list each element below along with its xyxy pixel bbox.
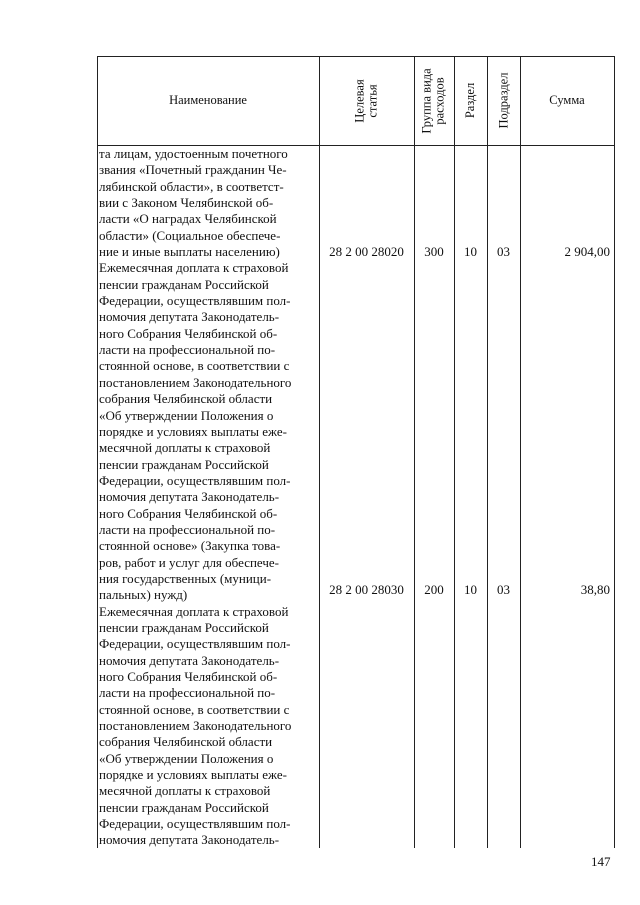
name-line: месячной доплаты к страховой	[99, 783, 271, 799]
name-line: вии с Законом Челябинской об-	[99, 195, 274, 211]
row1-group: 300	[424, 244, 444, 259]
col-divider	[319, 56, 320, 848]
name-line: та лицам, удостоенным почетного	[99, 146, 288, 161]
header-section-text: Раздел	[463, 82, 478, 119]
name-line: звания «Почетный гражданин Че-	[99, 162, 287, 178]
name-line: номочия депутата Законодатель-	[99, 309, 280, 325]
name-line: стоянной основе» (Закупка това-	[99, 538, 281, 554]
name-line: пенсии гражданам Российской	[99, 456, 269, 472]
name-line: лябинской области», в соответст-	[99, 178, 284, 194]
header-target-line: статья	[365, 83, 380, 118]
name-line: ласти «О наградах Челябинской	[99, 211, 277, 227]
header-target-text	[354, 79, 380, 122]
name-line: порядке и условиях выплаты еже-	[99, 423, 287, 439]
col-divider	[520, 56, 521, 848]
name-line: номочия депутата Законодатель-	[99, 832, 280, 848]
row1-section: 10	[464, 244, 477, 259]
name-line: ного Собрания Челябинской об-	[99, 669, 278, 684]
name-line: Ежемесячная доплата к страховой	[99, 603, 289, 619]
name-line: постановлением Законодательного	[99, 718, 292, 734]
header-section	[454, 56, 487, 145]
header-sum-text: Сумма	[549, 93, 585, 107]
col-divider	[454, 56, 455, 848]
row2-sum: 38,80	[580, 582, 610, 597]
name-line: номочия депутата Законодатель-	[99, 489, 280, 505]
name-line: пальных) нужд)	[99, 587, 188, 603]
name-line: месячной доплаты к страховой	[99, 440, 271, 456]
name-line: Федерации, осуществлявшим пол-	[99, 636, 291, 652]
header-subsection-text: Подраздел	[496, 72, 510, 129]
header-target	[319, 56, 414, 145]
name-line: ласти на профессиональной по-	[99, 342, 276, 358]
name-line: собрания Челябинской области	[99, 391, 273, 407]
row2-section: 10	[464, 582, 477, 597]
name-column	[99, 146, 317, 849]
name-line: пенсии гражданам Российской	[99, 276, 269, 292]
table-border-right	[614, 56, 615, 848]
row1-sum: 2 904,00	[564, 244, 610, 259]
name-line: ного Собрания Челябинской об-	[99, 505, 278, 521]
name-line: номочия депутата Законодатель-	[99, 652, 280, 668]
name-line: Ежемесячная доплата к страховой	[99, 260, 289, 276]
name-line: ного Собрания Челябинской об-	[99, 325, 278, 341]
name-line: «Об утверждении Положения о	[99, 407, 274, 423]
page-number: 147	[591, 854, 611, 869]
name-line: Федерации, осуществлявшим пол-	[99, 293, 291, 309]
name-line: ласти на профессиональной по-	[99, 521, 276, 537]
name-line: области» (Социальное обеспече-	[99, 227, 281, 243]
header-subsection	[487, 56, 520, 145]
name-line: стоянной основе, в соответствии с	[99, 358, 290, 374]
name-line: собрания Челябинской области	[99, 734, 273, 750]
table-border-left	[97, 56, 98, 848]
header-group-line: расходов	[433, 76, 448, 125]
header-sum	[520, 56, 614, 145]
name-line: постановлением Законодательного	[99, 374, 292, 390]
header-name-text: Наименование	[169, 93, 247, 107]
name-line: Федерации, осуществлявшим пол-	[99, 816, 291, 832]
header-name	[97, 56, 319, 145]
name-line: пенсии гражданам Российской	[99, 799, 269, 815]
name-line: ние и иные выплаты населению)	[99, 244, 280, 260]
row2-group: 200	[424, 582, 444, 597]
row2-subsection: 03	[497, 582, 510, 597]
name-line: ров, работ и услуг для обеспече-	[99, 554, 280, 570]
row1-target: 28 2 00 28020	[329, 244, 404, 259]
name-line: порядке и условиях выплаты еже-	[99, 767, 287, 783]
row2-target: 28 2 00 28030	[329, 582, 404, 597]
budget-table	[97, 56, 615, 848]
header-target-line: Целевая	[352, 78, 367, 123]
col-divider	[487, 56, 488, 848]
row1-subsection: 03	[497, 244, 510, 259]
name-line: стоянной основе, в соответствии с	[99, 701, 290, 717]
header-group-line: Группа вида	[420, 67, 435, 134]
name-line: «Об утверждении Положения о	[99, 750, 274, 766]
header-group	[414, 56, 454, 145]
col-divider	[414, 56, 415, 848]
name-line: пенсии гражданам Российской	[99, 619, 269, 635]
name-line: ласти на профессиональной по-	[99, 685, 276, 701]
name-line: Федерации, осуществлявшим пол-	[99, 472, 291, 488]
name-line: ния государственных (муници-	[99, 570, 272, 586]
header-group-text	[421, 68, 447, 133]
